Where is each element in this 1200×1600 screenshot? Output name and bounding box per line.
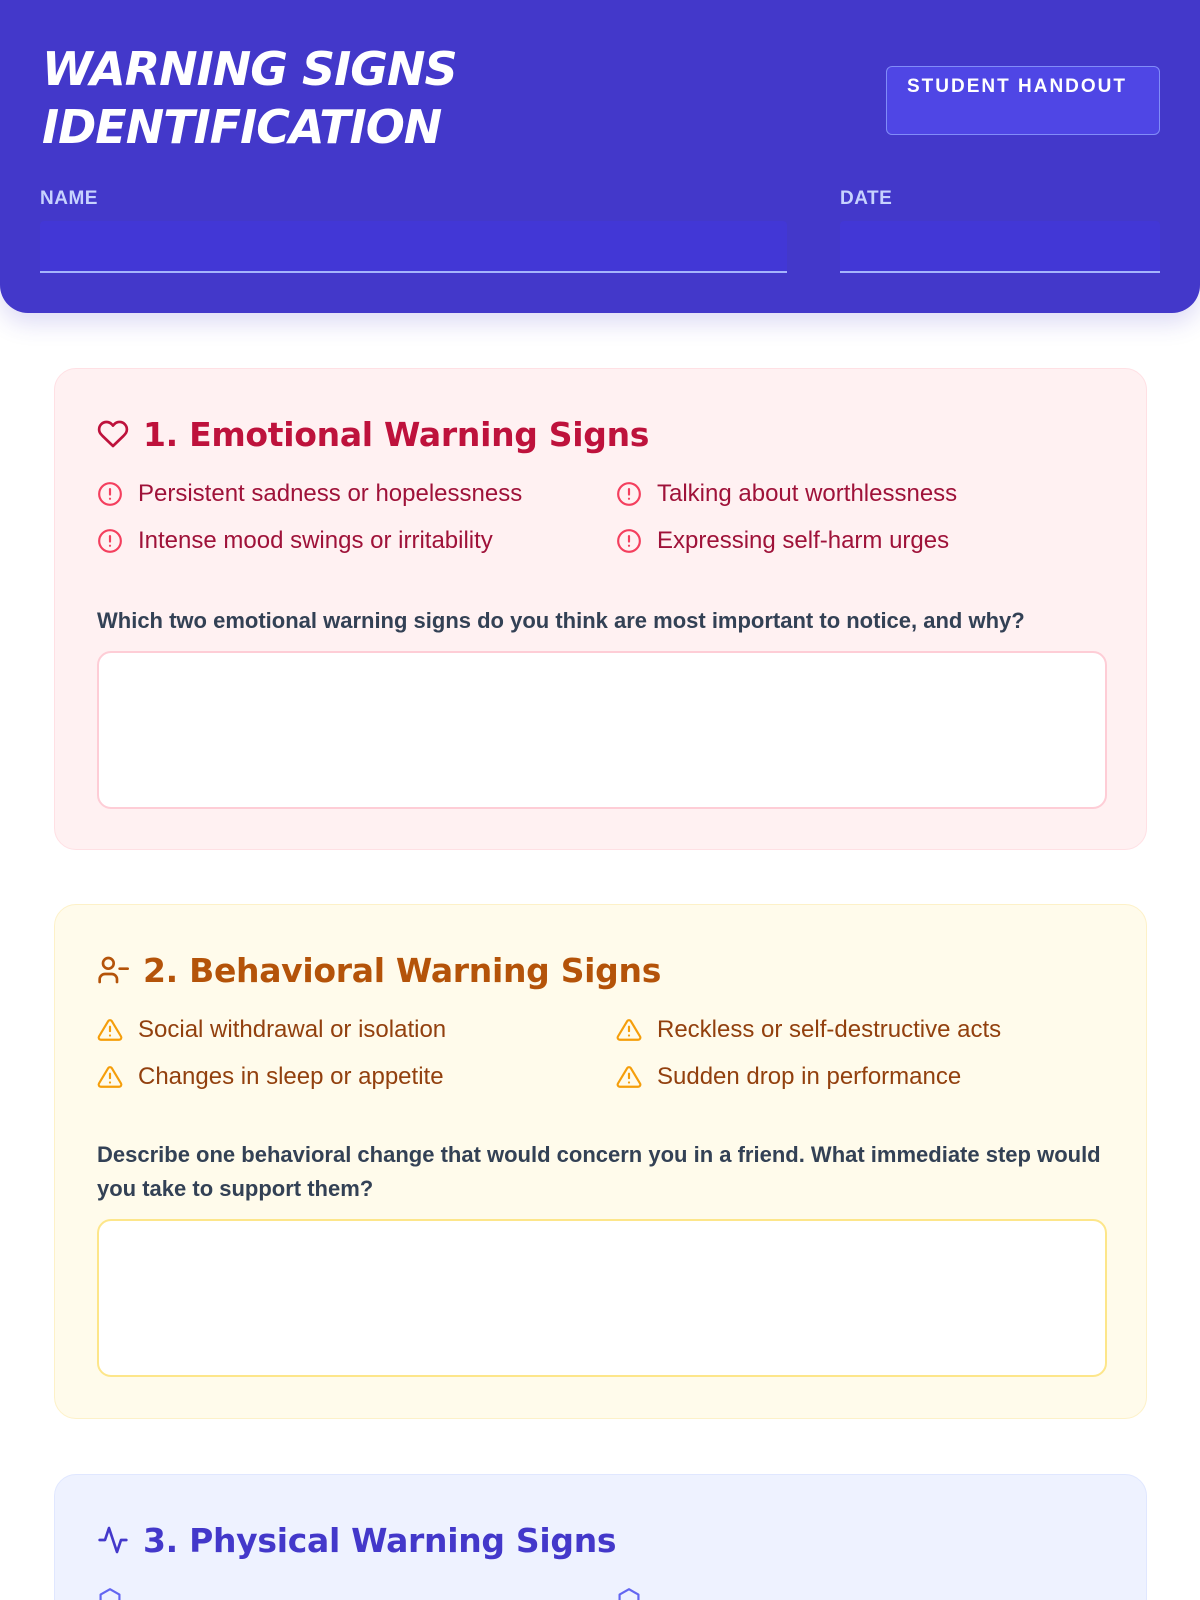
warning-sign-list: [97, 1016, 1117, 1090]
warning-sign-item: [97, 1016, 616, 1043]
alert-triangle-icon: [616, 1064, 642, 1090]
answer-textarea[interactable]: [97, 1219, 1107, 1377]
alert-triangle-icon: [97, 1017, 123, 1043]
warning-sign-text: Social withdrawal or isolation: [138, 1015, 447, 1043]
date-input[interactable]: [840, 221, 1160, 273]
heart-icon: [97, 418, 129, 450]
warning-sign-list: [97, 480, 1117, 554]
warning-sign-text: Talking about worthlessness: [657, 479, 958, 507]
warning-sign-text: Reckless or self-destructive acts: [657, 1015, 1002, 1043]
warning-sign-text: Sudden drop in performance: [657, 1062, 962, 1090]
reflection-question: Which two emotional warning signs do you think are most important to notice, and why?: [97, 608, 1025, 633]
name-input[interactable]: [40, 221, 787, 273]
behavioral-warning-signs-section: [54, 904, 1147, 1419]
warning-sign-item: [97, 480, 616, 507]
alert-circle-icon: [97, 481, 123, 507]
name-label: NAME: [40, 188, 98, 209]
warning-sign-text: Changes in sleep or appetite: [138, 1062, 444, 1090]
warning-sign-item: [97, 527, 616, 554]
hexagon-icon: [97, 1587, 123, 1600]
section-heading: [97, 945, 661, 995]
section-title: 3. Physical Warning Signs: [143, 1520, 617, 1560]
activity-icon: [97, 1524, 129, 1556]
alert-circle-icon: [97, 528, 123, 554]
warning-sign-item: [97, 1063, 616, 1090]
warning-sign-item: [616, 480, 1116, 507]
alert-triangle-icon: [97, 1064, 123, 1090]
hexagon-icon: [616, 1587, 642, 1600]
alert-triangle-icon: [616, 1017, 642, 1043]
user-minus-icon: [97, 954, 129, 986]
answer-textarea[interactable]: [97, 651, 1107, 809]
student-handout-badge: STUDENT HANDOUT: [886, 66, 1160, 135]
section-title: 2. Behavioral Warning Signs: [143, 950, 662, 990]
section-heading: [97, 409, 649, 459]
date-label: DATE: [840, 188, 893, 209]
emotional-warning-signs-section: [54, 368, 1147, 850]
section-heading: [97, 1515, 616, 1565]
alert-circle-icon: [616, 481, 642, 507]
section-title: 1. Emotional Warning Signs: [143, 414, 650, 454]
page-title: WARNING SIGNS IDENTIFICATION: [42, 42, 457, 154]
warning-sign-text: Expressing self-harm urges: [657, 526, 950, 554]
warning-sign-item: [616, 527, 1116, 554]
warning-sign-item: [616, 1063, 1116, 1090]
reflection-question: Describe one behavioral change that would concern you in a friend. What immediate step would you take to support them?: [97, 1142, 1101, 1201]
warning-sign-item: [616, 1016, 1116, 1043]
physical-warning-signs-section: [54, 1474, 1147, 1600]
page-header: [0, 0, 1200, 313]
alert-circle-icon: [616, 528, 642, 554]
warning-sign-text: Persistent sadness or hopelessness: [138, 479, 523, 507]
warning-sign-text: Intense mood swings or irritability: [138, 526, 493, 554]
